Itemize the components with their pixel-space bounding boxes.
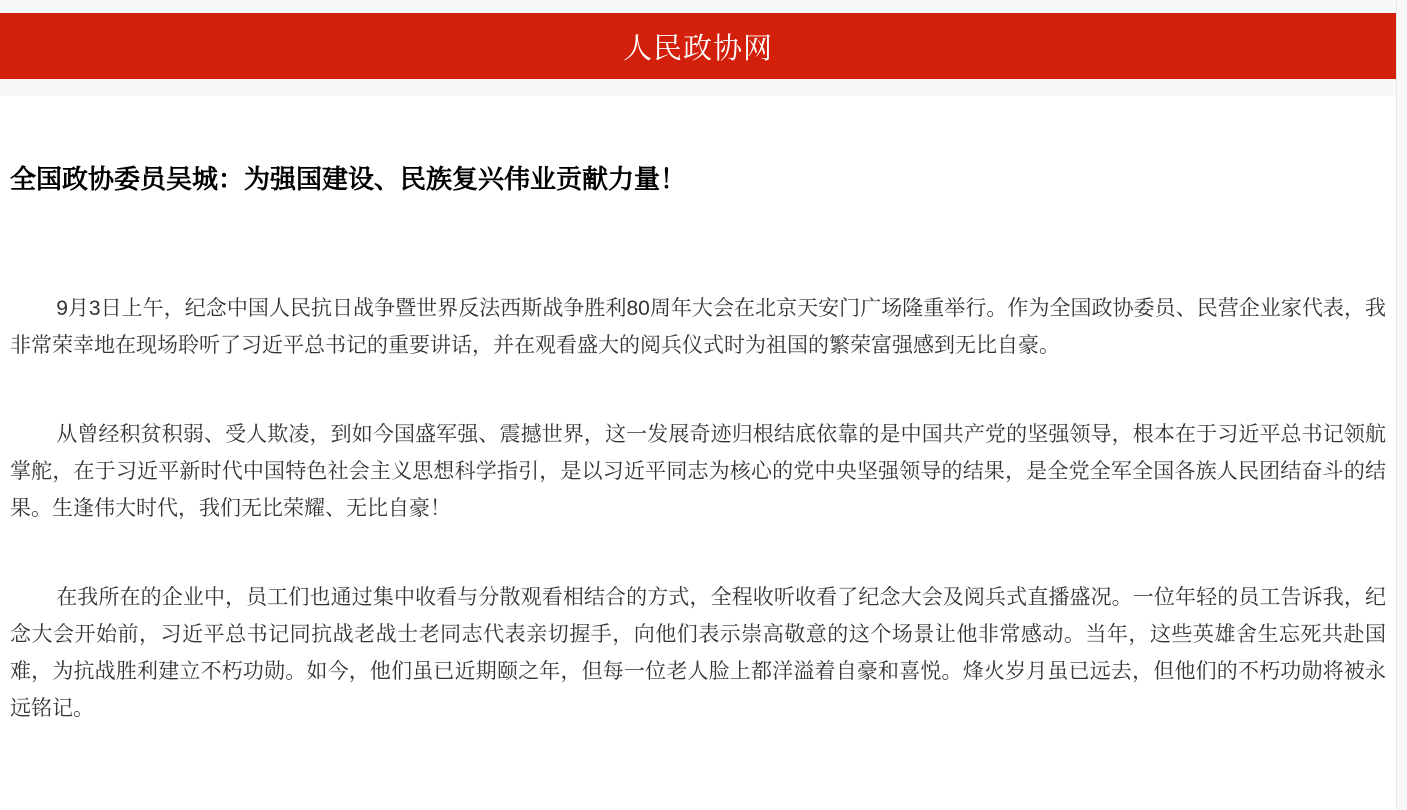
- article-paragraph-2: 从曾经积贫积弱、受人欺凌，到如今国盛军强、震撼世界，这一发展奇迹归根结底依靠的是中国共产党的坚强领导，根本在于习近平总书记领航掌舵，在于习近平新时代中国特色社会主义思想科学指引，是以习近平同志为核心的党中央坚强领导的结果，是全党全军全国各族人民团结奋斗的结果。生逢伟大时代，我们无比荣耀、无比自豪！: [10, 423, 1386, 520]
- scrollbar-gutter[interactable]: [1396, 0, 1407, 810]
- site-title[interactable]: 人民政协网: [622, 32, 773, 65]
- site-header: [0, 0, 1396, 96]
- article-body: [10, 290, 1386, 727]
- article-title: 全国政协委员吴城：为强国建设、民族复兴伟业贡献力量！: [10, 164, 687, 194]
- article-paragraph-1: 9月3日上午，纪念中国人民抗日战争暨世界反法西斯战争胜利80周年大会在北京天安门广场隆重举行。作为全国政协委员、民营企业家代表，我非常荣幸地在现场聆听了习近平总书记的重要讲话，并在观看盛大的阅兵仪式时为祖国的繁荣富强感到无比自豪。: [10, 297, 1386, 357]
- site-header-bar: [0, 13, 1396, 79]
- article-content: [0, 96, 1396, 773]
- article-paragraph-3: 在我所在的企业中，员工们也通过集中收看与分散观看相结合的方式，全程收听收看了纪念大会及阅兵式直播盛况。一位年轻的员工告诉我，纪念大会开始前，习近平总书记同抗战老战士老同志代表亲切握手，向他们表示崇高敬意的这个场景让他非常感动。当年，这些英雄舍生忘死共赴国难，为抗战胜利建立不朽功勋。如今，他们虽已近期颐之年，但每一位老人脸上都洋溢着自豪和喜悦。烽火岁月虽已远去，但他们的不朽功勋将被永远铭记。: [10, 586, 1386, 720]
